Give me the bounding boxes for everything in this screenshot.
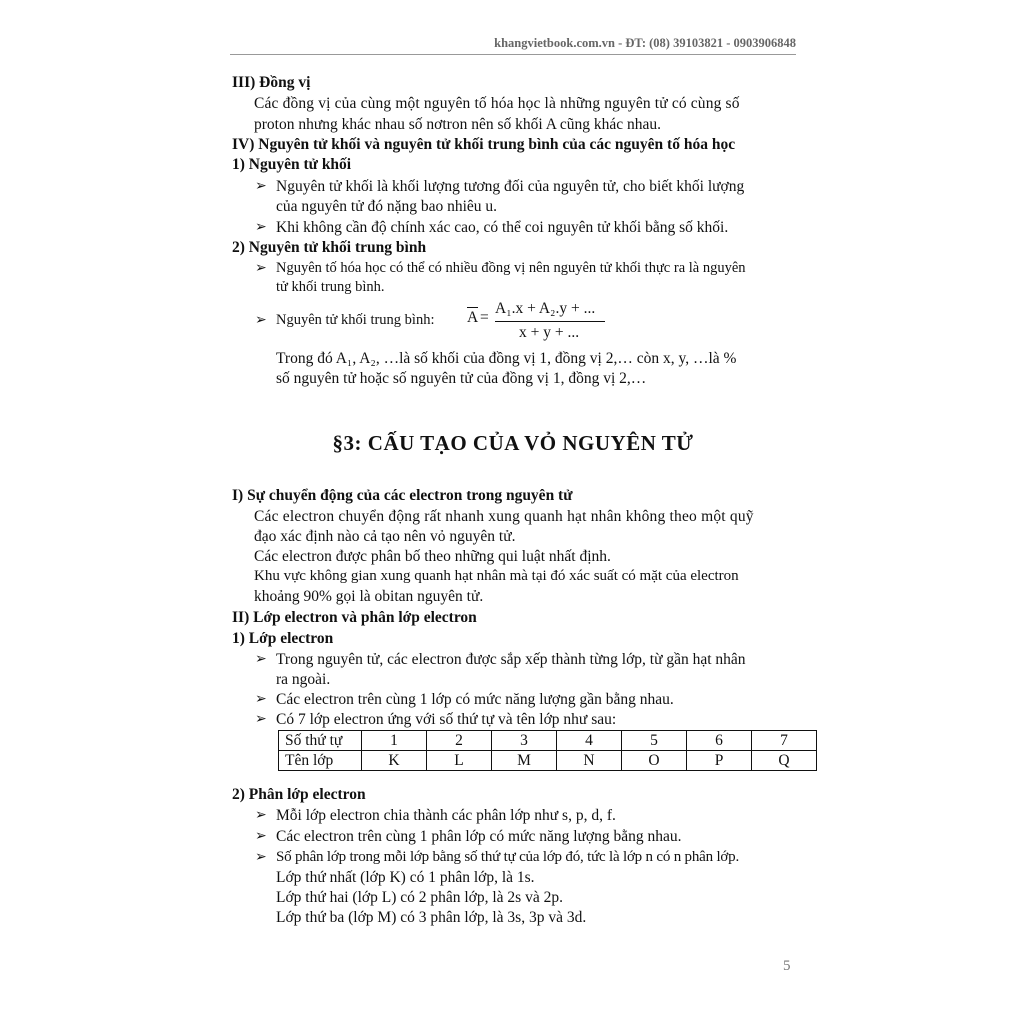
table-cell: P [687,751,752,771]
bullet-text: Các electron trên cùng 1 lớp có mức năng lượng gần bằng nhau. [276,691,674,708]
table-cell: M [492,751,557,771]
section-heading-atomic-mass: IV) Nguyên tử khối và nguyên tử khối trung bình của các nguyên tố hóa học [232,136,736,153]
table-row [279,751,817,771]
header-rule [230,54,796,55]
formula-denominator: x + y + ... [519,324,580,341]
bullet-arrow-icon: ➢ [255,808,267,823]
table-cell: 1 [362,731,427,751]
bullet-text: của nguyên tử đó nặng bao nhiêu u. [276,198,498,215]
table-cell: 4 [557,731,622,751]
bullet-text: Mỗi lớp electron chia thành các phân lớp như s, p, d, f. [276,807,616,824]
formula-lhs: A [467,309,479,326]
paragraph-line: Các electron chuyển động rất nhanh xung quanh hạt nhân không theo một quỹ [254,508,754,525]
bullet-text: Các electron trên cùng 1 phân lớp có mức năng lượng bằng nhau. [276,828,682,845]
subsection-heading: 2) Nguyên tử khối trung bình [232,239,427,256]
paragraph-line: Lớp thứ ba (lớp M) có 3 phân lớp, là 3s, 3p và 3d. [276,909,587,926]
bullet-arrow-icon: ➢ [255,261,267,276]
bullet-arrow-icon: ➢ [255,850,267,865]
fraction-bar [495,321,605,322]
bullet-text: tử khối trung bình. [276,279,385,295]
section-heading-isotopes: III) Đồng vị [232,74,311,91]
page-header: khangvietbook.com.vn - ĐT: (08) 39103821 - 0903906848 [494,36,796,50]
paragraph-line: Lớp thứ nhất (lớp K) có 1 phân lớp, là 1s. [276,869,535,886]
bullet-arrow-icon: ➢ [255,179,267,194]
table-cell: O [622,751,687,771]
bullet-text: ra ngoài. [276,671,331,688]
page-number: 5 [783,958,791,974]
bullet-arrow-icon: ➢ [255,220,267,235]
bullet-text: Nguyên tử khối là khối lượng tương đối của nguyên tử, cho biết khối lượng [276,178,745,195]
bullet-text: Có 7 lớp electron ứng với số thứ tự và tên lớp như sau: [276,711,617,728]
table-cell: L [427,751,492,771]
paragraph-line: proton nhưng khác nhau số nơtron nên số khối A cũng khác nhau. [254,116,662,133]
bullet-text: Khi không cần độ chính xác cao, có thể coi nguyên tử khối bằng số khối. [276,219,729,236]
paragraph-line: số nguyên tử hoặc số nguyên tử của đồng vị 1, đồng vị 2,… [276,370,647,387]
chapter-title: §3: CẤU TẠO CỦA VỎ NGUYÊN TỬ [332,431,694,455]
formula-equals: = [480,309,489,326]
subsection-heading: 1) Nguyên tử khối [232,156,352,173]
formula-numerator: A₁.x + A₂.y + ... [495,300,596,317]
paragraph-line: đạo xác định nào cả tạo nên vỏ nguyên tử. [254,528,516,545]
bullet-arrow-icon: ➢ [255,313,267,328]
section-heading-electron-layers: II) Lớp electron và phân lớp electron [232,609,477,626]
table-cell: N [557,751,622,771]
paragraph-line: Các đồng vị của cùng một nguyên tố hóa học là những nguyên tử có cùng số [254,95,740,112]
paragraph-line: Các electron được phân bố theo những qui luật nhất định. [254,548,611,565]
bullet-text: Nguyên tố hóa học có thể có nhiều đồng vị nên nguyên tử khối thực ra là nguyên [276,260,746,276]
table-cell: 3 [492,731,557,751]
table-cell: Tên lớp [279,751,362,771]
electron-layer-table [278,730,817,771]
paragraph-line: Khu vực không gian xung quanh hạt nhân mà tại đó xác suất có mặt của electron [254,568,739,584]
table-row [279,731,817,751]
paragraph-line: Lớp thứ hai (lớp L) có 2 phân lớp, là 2s và 2p. [276,889,563,906]
subsection-heading: 2) Phân lớp electron [232,786,366,803]
paragraph-line: Trong đó A₁, A₂, …là số khối của đồng vị 1, đồng vị 2,… còn x, y, …là % [276,350,737,367]
table-cell: Số thứ tự [279,731,362,751]
bullet-arrow-icon: ➢ [255,652,267,667]
paragraph-line: khoảng 90% gọi là obitan nguyên tử. [254,588,484,605]
bullet-arrow-icon: ➢ [255,712,267,727]
table-cell: 7 [752,731,817,751]
bullet-arrow-icon: ➢ [255,692,267,707]
table-cell: K [362,751,427,771]
bullet-arrow-icon: ➢ [255,829,267,844]
section-heading-electron-motion: I) Sự chuyển động của các electron trong nguyên tử [232,487,573,504]
bullet-text: Nguyên tử khối trung bình: [276,312,435,328]
table-cell: 5 [622,731,687,751]
table-cell: 6 [687,731,752,751]
table-cell: Q [752,751,817,771]
subsection-heading: 1) Lớp electron [232,630,334,647]
table-cell: 2 [427,731,492,751]
bullet-text: Trong nguyên tử, các electron được sắp xếp thành từng lớp, từ gần hạt nhân [276,651,746,668]
bullet-text: Số phân lớp trong mỗi lớp bằng số thứ tự của lớp đó, tức là lớp n có n phân lớp. [276,849,739,865]
